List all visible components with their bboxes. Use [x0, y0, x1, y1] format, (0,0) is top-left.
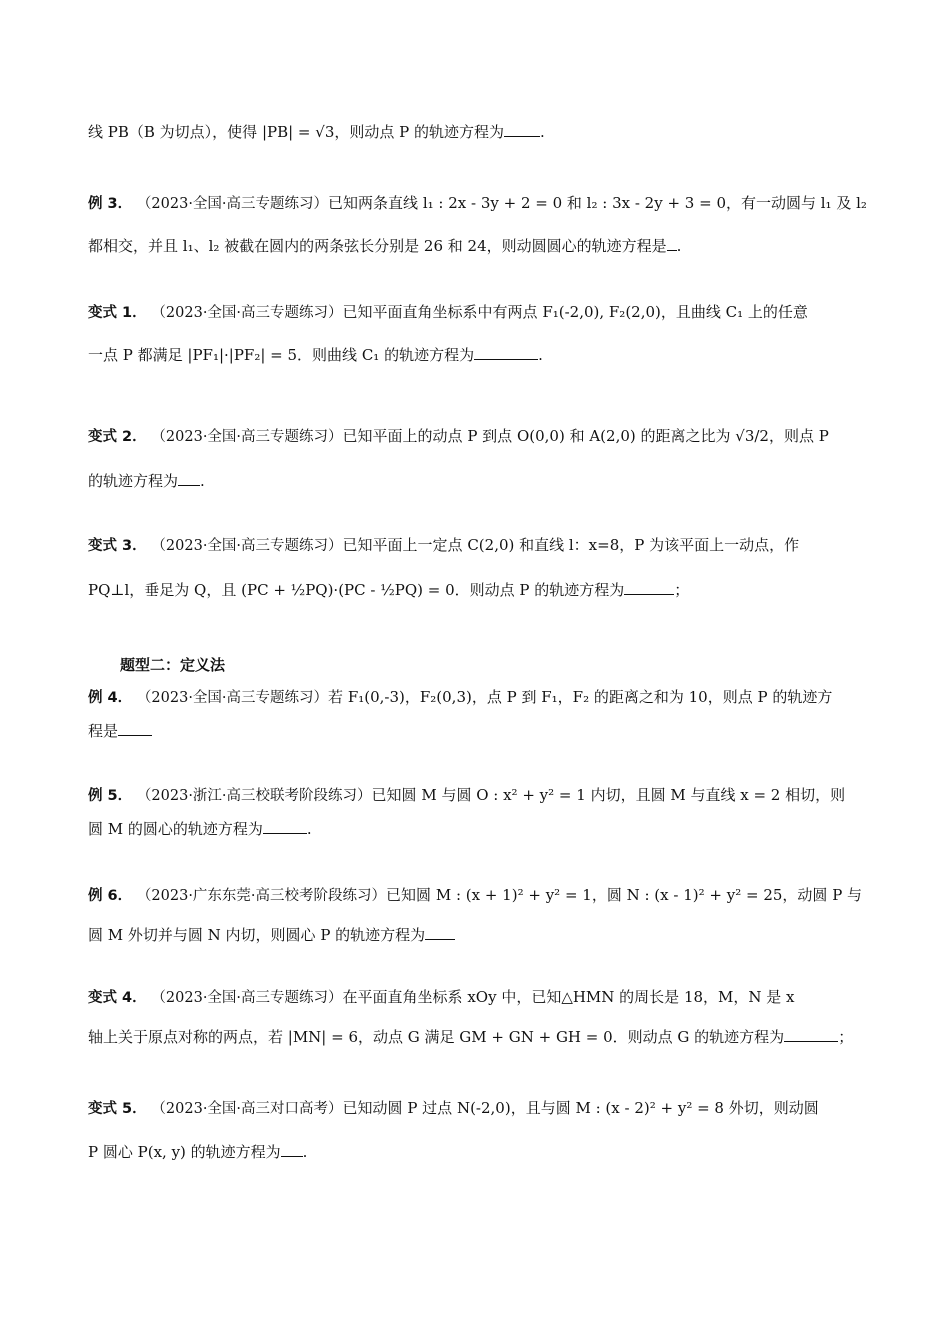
- problem-text: 已知两条直线 l₁ : 2x - 3y + 2 = 0 和 l₂ : 3x - 2y + 3 = 0，有一动圆与 l₁ 及 l₂: [328, 194, 867, 212]
- answer-blank[interactable]: [263, 819, 307, 834]
- continuation-line: 线 PB（B 为切点），使得 |PB| = √3，则动点 P 的轨迹方程为 .: [88, 123, 545, 141]
- answer-blank[interactable]: [118, 721, 152, 736]
- example-3-line-2: 都相交，并且 l₁、l₂ 被截在圆内的两条弦长分别是 26 和 24，则动圆圆心的轨迹方程是 .: [88, 237, 682, 255]
- line-end: ；: [674, 581, 690, 599]
- problem-text: 已知动圆 P 过点 N(-2,0)，且与圆 M : (x - 2)² + y² = 8 外切，则动圆: [342, 1099, 819, 1117]
- problem-text: 已知平面上一定点 C(2,0) 和直线 l：x=8，P 为该平面上一动点，作: [342, 536, 800, 554]
- answer-blank[interactable]: [667, 236, 677, 251]
- line-text: 线 PB（B 为切点），使得 |PB| = √3，则动点 P 的轨迹方程为: [88, 123, 505, 141]
- answer-blank[interactable]: [425, 925, 455, 940]
- variant-4-line-1: [88, 986, 862, 1009]
- source-tag: （2023·全国·高三专题练习）: [136, 690, 329, 706]
- answer-blank[interactable]: [281, 1142, 303, 1157]
- problem-text: 的轨迹方程为: [88, 472, 179, 490]
- answer-blank[interactable]: [504, 122, 540, 137]
- variant-label: 变式 4．: [88, 990, 147, 1006]
- example-label: 例 6．: [88, 888, 133, 904]
- variant-label: 变式 3．: [88, 538, 147, 554]
- variant-5-line-1: [88, 1097, 862, 1120]
- example-4-line-2: [88, 720, 862, 742]
- problem-text: 一点 P 都满足 |PF₁|·|PF₂| = 5．则曲线 C₁ 的轨迹方程为: [88, 346, 475, 364]
- example-4-line-1: [88, 686, 862, 709]
- variant-3-line-1: [88, 534, 862, 557]
- problem-text: 轴上关于原点对称的两点，若 |MN| = 6，动点 G 满足 GM + GN + GH = 0．则动点 G 的轨迹方程为: [88, 1028, 785, 1046]
- problem-text: 已知平面上的动点 P 到点 O(0,0) 和 A(2,0) 的距离之比为 √3/2，则点 P: [342, 427, 829, 445]
- variant-label: 变式 1．: [88, 305, 147, 321]
- source-tag: （2023·全国·高三专题练习）: [136, 196, 329, 212]
- example-5-line-2: 圆 M 的圆心的轨迹方程为 .: [88, 820, 312, 838]
- source-tag: （2023·全国·高三专题练习）: [151, 990, 343, 1006]
- example-6-line-2: [88, 924, 862, 946]
- example-6-line-1: [88, 884, 862, 907]
- section-heading: 题型二：定义法: [120, 656, 226, 674]
- problem-text: PQ⊥l，垂足为 Q，且 (PC + ½PQ)·(PC - ½PQ) = 0．则动点 P 的轨迹方程为: [88, 581, 625, 599]
- variant-label: 变式 2．: [88, 429, 147, 445]
- variant-5-line-2: P 圆心 P(x, y) 的轨迹方程为 .: [88, 1143, 308, 1161]
- answer-blank[interactable]: [784, 1027, 838, 1042]
- source-tag: （2023·全国·高三专题练习）: [151, 538, 343, 554]
- answer-blank[interactable]: [624, 580, 674, 595]
- problem-text: 圆 M 的圆心的轨迹方程为: [88, 820, 263, 838]
- answer-blank[interactable]: [178, 471, 200, 486]
- variant-label: 变式 5．: [88, 1101, 147, 1117]
- problem-text: 已知平面直角坐标系中有两点 F₁(-2,0), F₂(2,0)，且曲线 C₁ 上的任意: [342, 303, 808, 321]
- problem-text: 若 F₁(0,-3)，F₂(0,3)，点 P 到 F₁，F₂ 的距离之和为 10，则点 P 的轨迹方: [328, 688, 833, 706]
- example-label: 例 4．: [88, 690, 133, 706]
- example-3-line-1: [88, 192, 867, 215]
- problem-text: 已知圆 M : (x + 1)² + y² = 1，圆 N : (x - 1)² + y² = 25，动圆 P 与: [386, 886, 863, 904]
- example-label: 例 5．: [88, 788, 133, 804]
- example-label: 例 3．: [88, 196, 133, 212]
- source-tag: （2023·全国·高三对口高考）: [151, 1101, 343, 1117]
- line-end: ；: [838, 1028, 854, 1046]
- problem-text: 在平面直角坐标系 xOy 中，已知△HMN 的周长是 18，M，N 是 x: [342, 988, 795, 1006]
- source-tag: （2023·全国·高三专题练习）: [151, 429, 343, 445]
- variant-3-line-2: [88, 579, 862, 601]
- answer-blank[interactable]: [474, 345, 538, 360]
- problem-text: 圆 M 外切并与圆 N 内切，则圆心 P 的轨迹方程为: [88, 926, 426, 944]
- source-tag: （2023·浙江·高三校联考阶段练习）: [136, 788, 372, 804]
- example-5-line-1: [88, 784, 862, 807]
- problem-text: 都相交，并且 l₁、l₂ 被截在圆内的两条弦长分别是 26 和 24，则动圆圆心的轨迹方程是: [88, 237, 667, 255]
- variant-1-line-2: 一点 P 都满足 |PF₁|·|PF₂| = 5．则曲线 C₁ 的轨迹方程为 .: [88, 346, 543, 364]
- problem-text: 已知圆 M 与圆 O : x² + y² = 1 内切，且圆 M 与直线 x = 2 相切，则: [371, 786, 846, 804]
- problem-text: P 圆心 P(x, y) 的轨迹方程为: [88, 1143, 281, 1161]
- problem-text: 程是: [88, 722, 119, 740]
- source-tag: （2023·全国·高三专题练习）: [151, 305, 343, 321]
- variant-1-line-1: [88, 301, 862, 324]
- variant-2-line-1: [88, 425, 862, 448]
- variant-4-line-2: [88, 1026, 862, 1048]
- variant-2-line-2: 的轨迹方程为 .: [88, 472, 205, 490]
- source-tag: （2023·广东东莞·高三校考阶段练习）: [136, 888, 387, 904]
